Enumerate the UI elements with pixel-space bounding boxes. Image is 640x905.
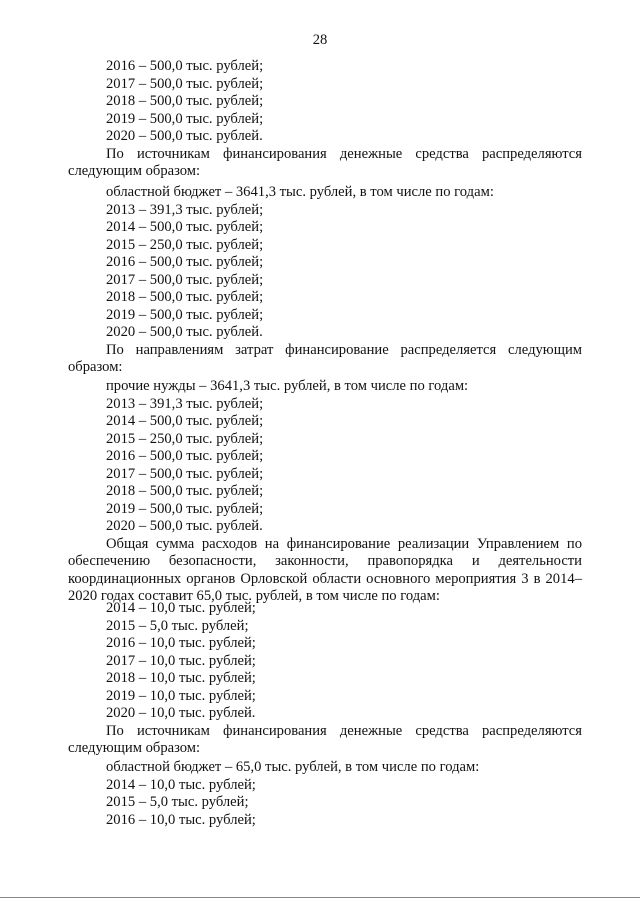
block-1 bbox=[68, 58, 582, 181]
paragraph-sources: По источникам финансирования денежные средства распределяются следующим образом: bbox=[68, 145, 582, 179]
paragraph-sources-2: По источникам финансирования денежные средства распределяются следующим образом: bbox=[68, 722, 582, 756]
year-line: 2019 – 500,0 тыс. рублей; bbox=[106, 500, 264, 517]
year-line: 2017 – 500,0 тыс. рублей; bbox=[106, 465, 264, 482]
year-line: 2016 – 500,0 тыс. рублей; bbox=[106, 254, 264, 270]
year-line: 2013 – 391,3 тыс. рублей; bbox=[106, 395, 264, 412]
year-line: 2017 – 10,0 тыс. рублей; bbox=[106, 652, 256, 669]
year-line: 2016 – 10,0 тыс. рублей; bbox=[106, 811, 256, 828]
block-3 bbox=[68, 378, 582, 606]
year-line: 2020 – 10,0 тыс. рублей. bbox=[106, 705, 256, 721]
year-line: 2014 – 500,0 тыс. рублей; bbox=[106, 219, 264, 235]
year-line: 2017 – 500,0 тыс. рублей; bbox=[106, 271, 264, 288]
year-line: 2014 – 500,0 тыс. рублей; bbox=[106, 413, 264, 429]
page-number: 28 bbox=[312, 32, 328, 48]
block-2 bbox=[68, 184, 582, 377]
year-line: 2016 – 500,0 тыс. рублей; bbox=[106, 58, 264, 74]
paragraph-directions: По направлениям затрат финансирование распределяется следующим образом: bbox=[68, 341, 582, 375]
block-4 bbox=[68, 600, 582, 758]
year-line: 2014 – 10,0 тыс. рублей; bbox=[106, 600, 256, 616]
year-line: 2017 – 500,0 тыс. рублей; bbox=[106, 75, 264, 92]
year-line: 2019 – 10,0 тыс. рублей; bbox=[106, 687, 256, 704]
year-line: 2018 – 500,0 тыс. рублей; bbox=[106, 289, 264, 305]
year-line: 2019 – 500,0 тыс. рублей; bbox=[106, 110, 264, 127]
budget-line: областной бюджет – 65,0 тыс. рублей, в том числе по годам: bbox=[106, 759, 480, 775]
other-needs-line: прочие нужды – 3641,3 тыс. рублей, в том числе по годам: bbox=[106, 378, 469, 394]
year-line: 2016 – 500,0 тыс. рублей; bbox=[106, 448, 264, 464]
block-5 bbox=[68, 759, 582, 829]
year-line: 2015 – 5,0 тыс. рублей; bbox=[106, 617, 249, 634]
year-line: 2018 – 500,0 тыс. рублей; bbox=[106, 483, 264, 499]
year-line: 2020 – 500,0 тыс. рублей. bbox=[106, 518, 263, 534]
year-line: 2015 – 5,0 тыс. рублей; bbox=[106, 794, 249, 810]
year-line: 2015 – 250,0 тыс. рублей; bbox=[106, 236, 264, 253]
paragraph-total-sum: Общая сумма расходов на финансирование реализации Управлением по обеспечению безопасности, законности, правопорядка и деятельности координационных органов Орловской области основного мероприятия 3 в 2014–2020 годах составит 65,0 тыс. рублей, в том числе по годам: bbox=[68, 535, 582, 604]
year-line: 2016 – 10,0 тыс. рублей; bbox=[106, 635, 256, 651]
year-line: 2014 – 10,0 тыс. рублей; bbox=[106, 776, 256, 793]
year-line: 2019 – 500,0 тыс. рублей; bbox=[106, 306, 264, 323]
year-line: 2015 – 250,0 тыс. рублей; bbox=[106, 430, 264, 447]
year-line: 2013 – 391,3 тыс. рублей; bbox=[106, 201, 264, 218]
year-line: 2020 – 500,0 тыс. рублей. bbox=[106, 324, 263, 340]
budget-line: областной бюджет – 3641,3 тыс. рублей, в том числе по годам: bbox=[106, 184, 494, 200]
year-line: 2018 – 500,0 тыс. рублей; bbox=[106, 93, 264, 109]
year-line: 2020 – 500,0 тыс. рублей. bbox=[106, 128, 263, 144]
year-line: 2018 – 10,0 тыс. рублей; bbox=[106, 670, 256, 686]
page-bottom-edge bbox=[0, 897, 640, 898]
